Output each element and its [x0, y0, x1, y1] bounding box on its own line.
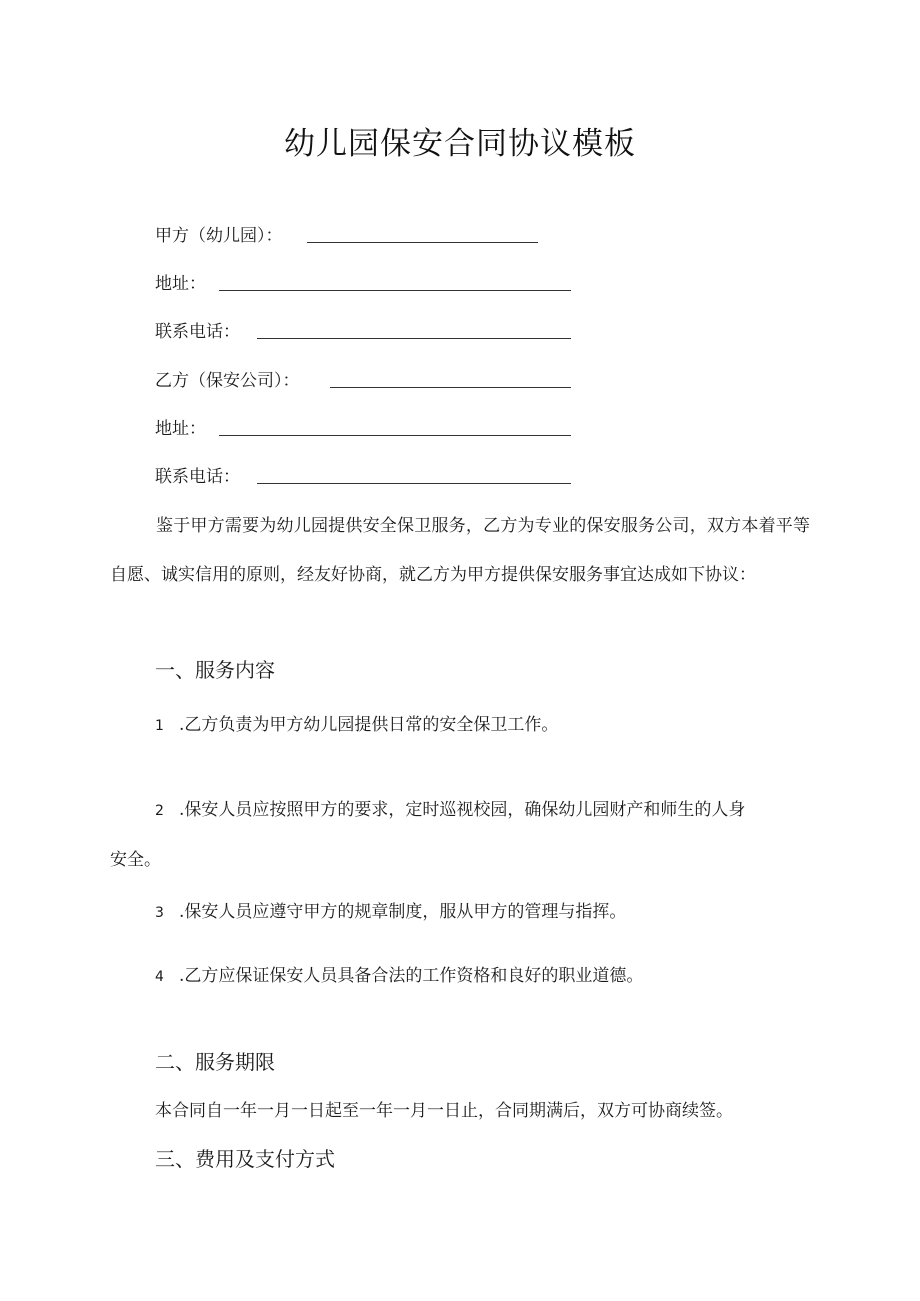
item-text: .保安人员应按照甲方的要求，定时巡视校园，确保幼儿园财产和师生的人身: [179, 800, 746, 820]
party-a-address-field: [155, 271, 575, 297]
section-1-item-3: [155, 888, 810, 938]
section-1-item-4: [155, 952, 810, 1002]
item-number: 1: [155, 718, 164, 734]
party-a-field: [155, 223, 555, 249]
document-title: 幼儿园保安合同协议模板: [284, 126, 636, 162]
item-text-continued: 安全。: [110, 850, 161, 870]
section-1-item-1: [155, 701, 810, 751]
party-b-address-label: 地址：: [155, 419, 206, 439]
item-text: .保安人员应遵守甲方的规章制度，服从甲方的管理与指挥。: [179, 902, 627, 922]
party-a-address-label: 地址：: [155, 274, 206, 294]
item-text: .乙方负责为甲方幼儿园提供日常的安全保卫工作。: [179, 715, 559, 735]
section-1-item-2: [110, 786, 810, 885]
party-b-address-field: [155, 416, 575, 442]
party-a-phone-field: [155, 319, 575, 345]
party-b-blank[interactable]: [330, 387, 571, 388]
party-b-phone-blank[interactable]: [257, 483, 571, 484]
party-a-address-blank[interactable]: [219, 290, 571, 291]
section-1-heading: 一、服务内容: [155, 658, 275, 682]
section-2-heading: 二、服务期限: [155, 1050, 275, 1074]
section-3-heading: 三、费用及支付方式: [155, 1147, 335, 1171]
item-number: 2: [155, 803, 164, 819]
party-b-phone-field: [155, 464, 575, 490]
party-a-label: 甲方（幼儿园）：: [155, 226, 283, 246]
item-text: .乙方应保证保安人员具备合法的工作资格和良好的职业道德。: [179, 966, 644, 986]
section-2-text: 本合同自一年一月一日起至一年一月一日止，合同期满后，双方可协商续签。: [155, 1101, 733, 1121]
item-number: 4: [155, 969, 164, 985]
party-a-blank[interactable]: [307, 242, 538, 243]
party-b-phone-label: 联系电话：: [155, 467, 240, 487]
item-number: 3: [155, 905, 164, 921]
intro-paragraph: 鉴于甲方需要为幼儿园提供安全保卫服务，乙方为专业的保安服务公司，双方本着平等自愿、诚实信用的原则，经友好协商，就乙方为甲方提供保安服务事宜达成如下协议：: [110, 516, 810, 585]
party-b-field: [155, 368, 575, 394]
party-a-phone-label: 联系电话：: [155, 322, 240, 342]
party-a-phone-blank[interactable]: [257, 338, 571, 339]
party-b-label: 乙方（保安公司）：: [155, 371, 300, 391]
party-b-address-blank[interactable]: [219, 435, 571, 436]
